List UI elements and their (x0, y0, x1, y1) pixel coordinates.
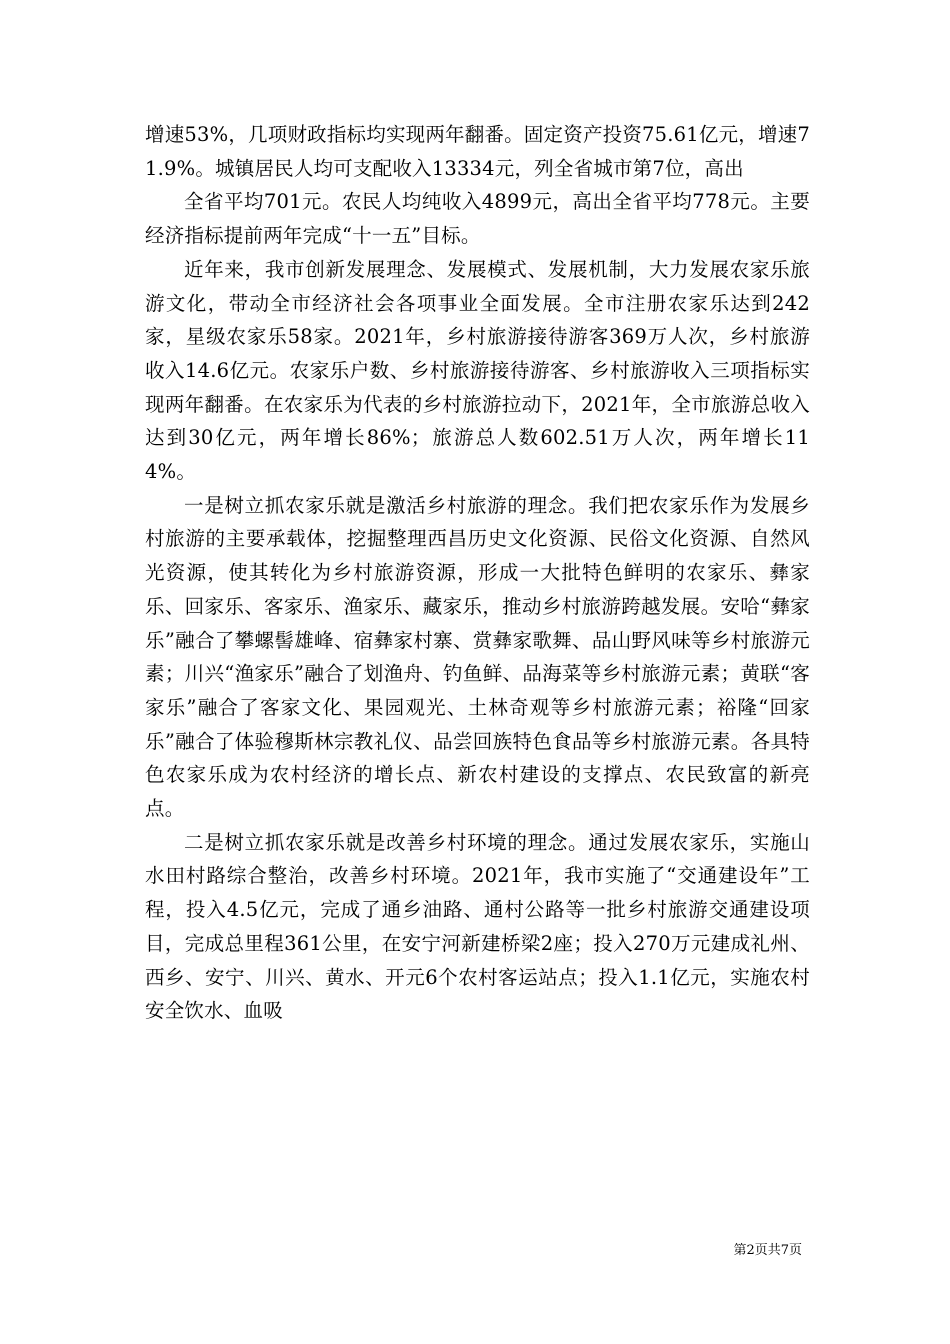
paragraph-1: 增速53%，几项财政指标均实现两年翻番。固定资产投资75.61亿元，增速71.9%。城镇居民人均可支配收入13334元，列全省城市第7位，高出 (145, 123, 810, 180)
document-body (145, 118, 810, 1028)
page-number-footer: 第2页共7页 (733, 1243, 802, 1258)
paragraph-4: 一是树立抓农家乐就是激活乡村旅游的理念。我们把农家乐作为发展乡村旅游的主要承载体，挖掘整理西昌历史文化资源、民俗文化资源、自然风光资源，使其转化为乡村旅游资源，形成一大批特色鲜明的农家乐、彝家乐、回家乐、客家乐、渔家乐、藏家乐，推动乡村旅游跨越发展。安哈“彝家乐”融合了攀螺髻雄峰、宿彝家村寨、赏彝家歌舞、品山野风味等乡村旅游元素；川兴“渔家乐”融合了划渔舟、钓鱼鲜、品海菜等乡村旅游元素；黄联“客家乐”融合了客家文化、果园观光、土林奇观等乡村旅游元素；裕隆“回家乐”融合了体验穆斯林宗教礼仪、品尝回族特色食品等乡村旅游元素。各具特色农家乐成为农村经济的增长点、新农村建设的支撑点、农民致富的新亮点。 (145, 493, 810, 821)
paragraph-2: 全省平均701元。农民人均纯收入4899元，高出全省平均778元。主要经济指标提前两年完成“十一五”目标。 (145, 190, 810, 248)
paragraph-3: 近年来，我市创新发展理念、发展模式、发展机制，大力发展农家乐旅游文化，带动全市经济社会各项事业全面发展。全市注册农家乐达到242家，星级农家乐58家。2021年，乡村旅游接待游客369万人次，乡村旅游收入14.6亿元。农家乐户数、乡村旅游接待游客、乡村旅游收入三项指标实现两年翻番。在农家乐为代表的乡村旅游拉动下，2021年，全市旅游总收入达到30亿元，两年增长86%；旅游总人数602.51万人次，两年增长114%。 (145, 257, 810, 484)
paragraph-5: 二是树立抓农家乐就是改善乡村环境的理念。通过发展农家乐，实施山水田村路综合整治，改善乡村环境。2021年，我市实施了“交通建设年”工程，投入4.5亿元，完成了通乡油路、通村公路等一批乡村旅游交通建设项目，完成总里程361公里，在安宁河新建桥梁2座；投入270万元建成礼州、西乡、安宁、川兴、黄水、开元6个农村客运站点；投入1.1亿元，实施农村安全饮水、血吸 (145, 830, 810, 1023)
